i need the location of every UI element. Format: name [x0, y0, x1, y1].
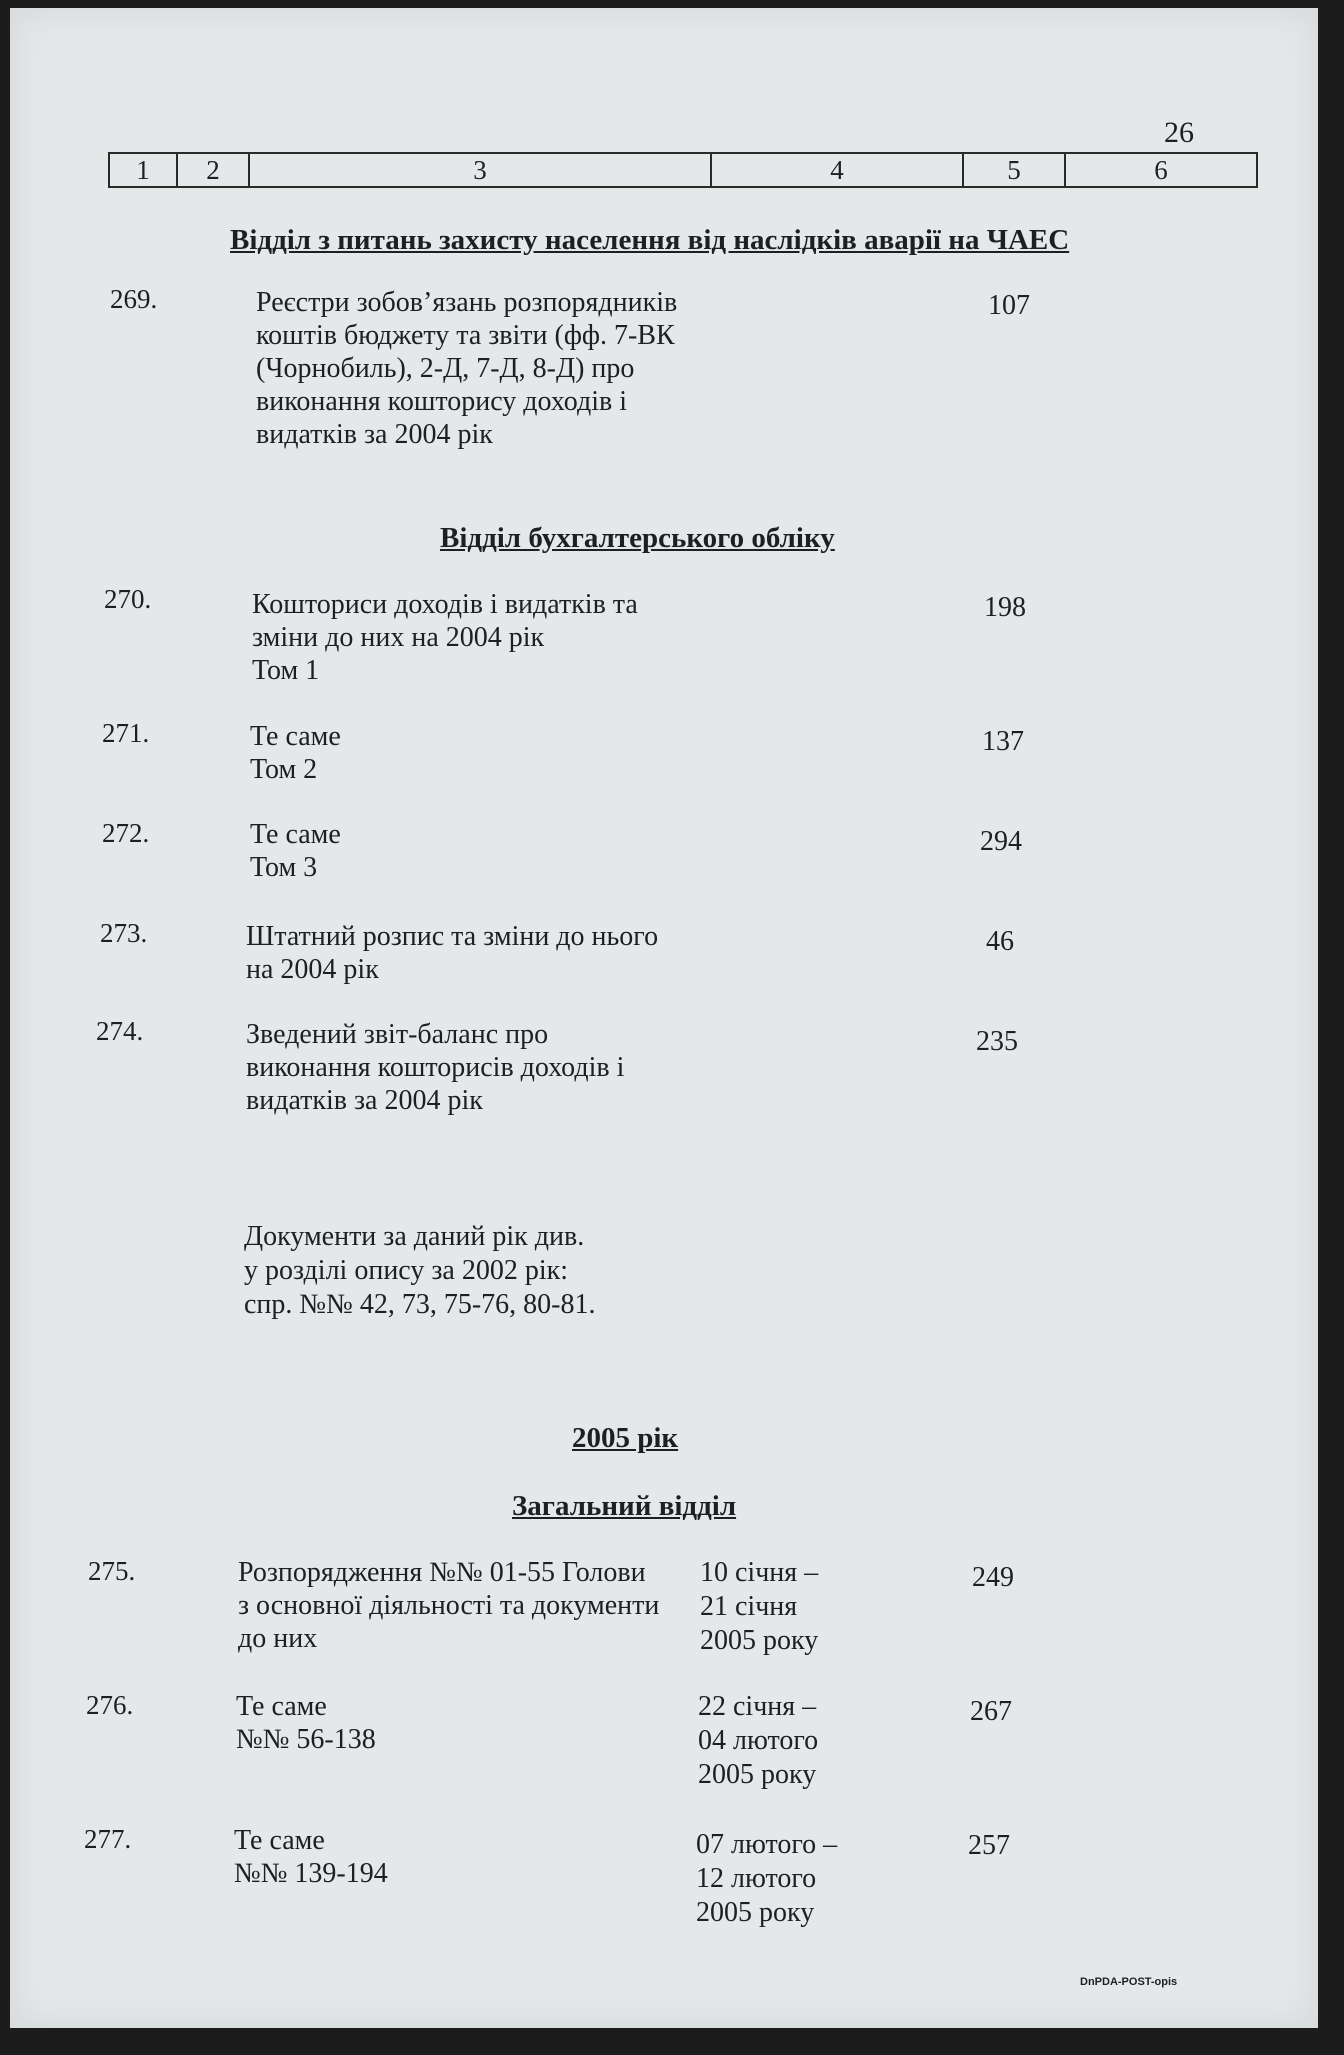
entry-title: Кошториси доходів і видатків та зміни до них на 2004 рік Том 1: [252, 589, 638, 686]
entry-date-range: 22 січня – 04 лютого 2005 року: [698, 1691, 819, 1790]
column-header-2: 2: [177, 153, 249, 187]
entry-number: 277.: [84, 1824, 132, 1854]
entry-number: 274.: [96, 1016, 144, 1046]
entry-pages: 107: [988, 290, 1030, 321]
entry-title: Реєстри зобов’язань розпорядників коштів бюджету та звіти (фф. 7-ВК (Чорнобиль), 2-Д, 7-Д, 8-Д) про виконання кошторису доходів і видатків за 2004 рік: [256, 287, 678, 450]
page-number: 26: [1164, 116, 1194, 149]
entry-number: 275.: [88, 1556, 136, 1586]
entry-number: 272.: [102, 818, 150, 848]
entry-pages: 235: [976, 1026, 1018, 1057]
column-header-4: 4: [711, 153, 963, 187]
entry-pages: 137: [982, 726, 1024, 757]
column-header-5: 5: [963, 153, 1065, 187]
entry-title: Те саме №№ 56-138: [236, 1691, 376, 1755]
archive-stamp-footer: DnPDA-POST-opis: [1080, 1976, 1178, 1988]
entry-pages: 294: [980, 826, 1022, 857]
entry-pages: 46: [986, 926, 1014, 957]
section-title-general: Загальний відділ: [512, 1490, 737, 1522]
entry-number: 273.: [100, 918, 148, 948]
entry-pages: 249: [972, 1562, 1014, 1593]
entry-title: Розпорядження №№ 01-55 Голови з основної діяльності та документи до них: [238, 1557, 660, 1654]
entry-number: 270.: [104, 584, 152, 614]
entry-number: 276.: [86, 1690, 134, 1720]
entry-title: Штатний розпис та зміни до нього на 2004 рік: [246, 921, 659, 985]
entry-title: Зведений звіт-баланс про виконання кошторисів доходів і видатків за 2004 рік: [246, 1019, 625, 1116]
column-header-6: 6: [1065, 153, 1257, 187]
column-header-3: 3: [249, 153, 711, 187]
cross-reference-note: Документи за даний рік див. у розділі опису за 2002 рік: спр. №№ 42, 73, 75-76, 80-81.: [244, 1221, 596, 1320]
entry-pages: 257: [968, 1830, 1010, 1861]
section-title-year: 2005 рік: [572, 1422, 679, 1454]
entry-title: Те саме Том 3: [250, 819, 341, 883]
entry-number: 269.: [110, 284, 158, 314]
entry-pages: 198: [984, 592, 1026, 623]
column-header-table: [108, 152, 1258, 188]
entry-pages: 267: [970, 1696, 1012, 1727]
section-title-accounting: Відділ бухгалтерського обліку: [440, 522, 835, 554]
entry-date-range: 07 лютого – 12 лютого 2005 року: [696, 1829, 838, 1928]
entry-date-range: 10 січня – 21 січня 2005 року: [700, 1557, 819, 1656]
entry-number: 271.: [102, 718, 150, 748]
entry-title: Те саме №№ 139-194: [234, 1825, 388, 1889]
column-header-1: 1: [109, 153, 177, 187]
section-title-chaes: Відділ з питань захисту населення від наслідків аварії на ЧАЕС: [230, 224, 1070, 256]
entry-title: Те саме Том 2: [250, 721, 341, 785]
